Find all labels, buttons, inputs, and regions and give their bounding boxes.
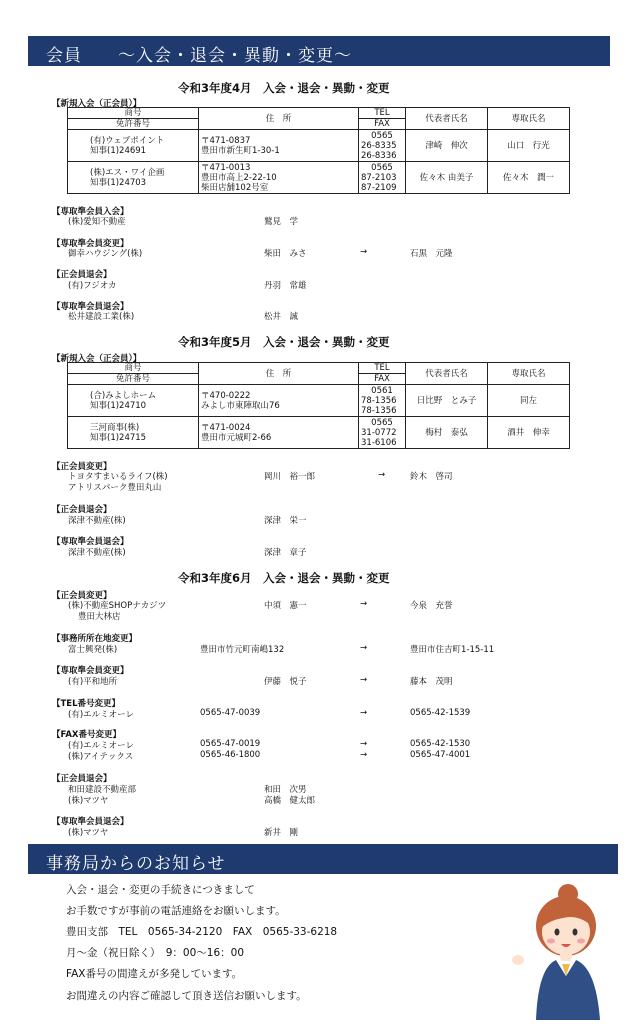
notice-line-1: 入会・退会・変更の手続きにつきまして bbox=[66, 884, 255, 896]
june-full-change-to: 今泉 充誉 bbox=[410, 601, 453, 611]
cheek-left bbox=[547, 939, 555, 944]
notice-line-3: 豊田支部 TEL 0565-34-2120 FAX 0565-33-6218 bbox=[66, 926, 338, 938]
arrow: → bbox=[378, 470, 386, 480]
may-full-change-label: 【正会員変更】 bbox=[52, 462, 112, 472]
may-full-change-to: 鈴木 啓司 bbox=[410, 472, 453, 482]
postal-code: 〒471-0013 bbox=[201, 162, 251, 173]
june-office-to: 豊田市住吉町1-15-11 bbox=[410, 645, 495, 655]
june-full-leave-company1: 和田建設不動産部 bbox=[68, 785, 137, 795]
april-title: 令和3年度4月 入会・退会・異動・変更 bbox=[178, 81, 390, 95]
rep-name: 津崎 伸次 bbox=[406, 130, 488, 162]
trade-name: (合)みよしホーム bbox=[90, 390, 157, 401]
april-full-leave-company: (有)フジオカ bbox=[68, 281, 117, 291]
may-new-label: 【新規入会（正会員）】 bbox=[52, 354, 142, 364]
june-fax-from1: 0565-47-0019 bbox=[200, 739, 261, 749]
header-chief: 専取氏名 bbox=[488, 363, 570, 385]
april-assoc-leave-person: 松井 誠 bbox=[264, 312, 299, 322]
june-title: 令和3年度6月 入会・退会・異動・変更 bbox=[178, 571, 390, 585]
postal-code: 〒470-0222 bbox=[201, 390, 251, 401]
april-registration-table bbox=[67, 107, 570, 194]
may-full-leave-person: 深津 栄一 bbox=[264, 516, 307, 526]
may-assoc-leave-person: 深津 章子 bbox=[264, 548, 307, 558]
may-full-leave-label: 【正会員退会】 bbox=[52, 505, 112, 515]
notice-banner bbox=[28, 844, 618, 874]
june-full-leave-person2: 高橋 健太郎 bbox=[264, 796, 316, 806]
trade-name: 三河商事(株) bbox=[90, 422, 140, 433]
fax-number: 87-2109 bbox=[361, 182, 397, 193]
address: 豊田市元城町2-66 bbox=[201, 432, 272, 443]
table-row bbox=[68, 162, 570, 194]
header-license: 免許番号 bbox=[68, 119, 199, 130]
chief-name: 山口 行光 bbox=[488, 130, 570, 162]
header-tel: TEL bbox=[359, 363, 406, 374]
trade-name: (株)エス・ワイ企画 bbox=[90, 167, 165, 178]
arrow: → bbox=[360, 247, 368, 257]
may-assoc-leave-label: 【専取準会員退会】 bbox=[52, 537, 129, 547]
license-no: 知事(1)24703 bbox=[90, 177, 147, 188]
address: 豊田市新生町1-30-1 bbox=[201, 145, 280, 156]
june-assoc-leave-label: 【専取準会員退会】 bbox=[52, 817, 129, 827]
tel-number: 87-2103 bbox=[361, 172, 397, 183]
april-assoc-change-label: 【専取準会員変更】 bbox=[52, 239, 129, 249]
june-full-change-from: 中須 憲一 bbox=[264, 601, 307, 611]
may-full-change-company1: トヨタすまいるライフ(株) bbox=[68, 472, 168, 482]
header-rep: 代表者氏名 bbox=[406, 363, 488, 385]
june-fax-from2: 0565-46-1800 bbox=[200, 750, 261, 760]
header-address: 住 所 bbox=[199, 363, 359, 385]
april-assoc-change-to: 石黒 元隆 bbox=[410, 249, 453, 259]
arrow: → bbox=[360, 708, 368, 718]
june-assoc-leave-person: 新井 剛 bbox=[264, 828, 299, 838]
april-assoc-leave-company: 松井建設工業(株) bbox=[68, 312, 135, 322]
may-full-leave-company: 深津不動産(株) bbox=[68, 516, 126, 526]
april-assoc-join-label: 【専取準会員入会】 bbox=[52, 207, 129, 217]
arrow: → bbox=[360, 675, 368, 685]
fax-number: 26-8336 bbox=[361, 150, 397, 161]
license-no: 知事(1)24715 bbox=[90, 432, 147, 443]
postal-code: 〒471-0837 bbox=[201, 135, 251, 146]
june-tel-label: 【TEL番号変更】 bbox=[52, 699, 121, 709]
june-fax-company1: (有)エルミオーレ bbox=[68, 741, 134, 751]
table-row bbox=[68, 130, 570, 162]
area-code: 0565 bbox=[371, 162, 393, 173]
april-assoc-join-company: (株)愛知不動産 bbox=[68, 217, 126, 227]
june-full-leave-person1: 和田 次男 bbox=[264, 785, 307, 795]
eye-left bbox=[555, 929, 560, 936]
cheek-right bbox=[577, 939, 585, 944]
june-tel-to: 0565-42-1539 bbox=[410, 708, 471, 718]
members-banner-title: 会員 ～入会・退会・異動・変更～ bbox=[46, 46, 352, 66]
may-assoc-leave-company: 深津不動産(株) bbox=[68, 548, 126, 558]
june-tel-from: 0565-47-0039 bbox=[200, 708, 261, 718]
header-trade-name: 商号 bbox=[68, 108, 199, 119]
june-full-leave-label: 【正会員退会】 bbox=[52, 774, 112, 784]
arrow: → bbox=[360, 599, 368, 609]
license-no: 知事(1)24691 bbox=[90, 145, 147, 156]
arrow: → bbox=[360, 750, 368, 760]
notice-line-2: お手数ですが事前の電話連絡をお願いします。 bbox=[66, 905, 286, 917]
june-assoc-change-label: 【専取準会員変更】 bbox=[52, 666, 129, 676]
header-tel: TEL bbox=[359, 108, 406, 119]
header-license: 免許番号 bbox=[68, 374, 199, 385]
header-rep: 代表者氏名 bbox=[406, 108, 488, 130]
april-assoc-join-person: 鷲見 学 bbox=[264, 217, 299, 227]
area-code: 0565 bbox=[371, 417, 393, 428]
header-fax: FAX bbox=[359, 374, 406, 385]
members-banner bbox=[28, 36, 610, 66]
april-assoc-change-company: 御幸ハウジング(株) bbox=[68, 249, 143, 259]
table-row bbox=[68, 417, 570, 449]
staff-woman-illustration bbox=[508, 880, 618, 1020]
license-no: 知事(1)24710 bbox=[90, 400, 147, 411]
june-assoc-leave-company: (株)マツヤ bbox=[68, 828, 109, 838]
notice-banner-title: 事務局からのお知らせ bbox=[46, 854, 226, 874]
may-registration-table bbox=[67, 362, 570, 449]
header-address: 住 所 bbox=[199, 108, 359, 130]
june-full-change-company2: 豊田大林店 bbox=[78, 612, 121, 622]
area-code: 0565 bbox=[371, 130, 393, 141]
april-assoc-leave-label: 【専取準会員退会】 bbox=[52, 302, 129, 312]
address-extra: 柴田店舗102号室 bbox=[201, 182, 269, 193]
june-office-company: 富士興発(株) bbox=[68, 645, 118, 655]
address: みよし市東陣取山76 bbox=[201, 400, 280, 411]
june-assoc-change-from: 伊藤 悦子 bbox=[264, 677, 307, 687]
header-fax: FAX bbox=[359, 119, 406, 130]
arrow: → bbox=[360, 643, 368, 653]
june-fax-label: 【FAX番号変更】 bbox=[52, 730, 121, 740]
june-fax-to2: 0565-47-4001 bbox=[410, 750, 471, 760]
arrow: → bbox=[360, 739, 368, 749]
may-full-change-from: 岡川 裕一郎 bbox=[264, 472, 316, 482]
hand bbox=[512, 955, 524, 965]
june-fax-to1: 0565-42-1530 bbox=[410, 739, 471, 749]
april-assoc-change-from: 柴田 みさ bbox=[264, 249, 307, 259]
notice-line-4: 月～金（祝日除く） 9：00～16：00 bbox=[66, 947, 245, 959]
fax-number: 31-6106 bbox=[361, 437, 397, 448]
rep-name: 梅村 泰弘 bbox=[406, 417, 488, 449]
april-full-leave-person: 丹羽 常雄 bbox=[264, 281, 307, 291]
arm bbox=[520, 964, 538, 980]
june-assoc-change-company: (有)平和地所 bbox=[68, 677, 118, 687]
may-full-change-company2: アトリスパーク豊田丸山 bbox=[68, 483, 162, 493]
april-full-leave-label: 【正会員退会】 bbox=[52, 270, 112, 280]
june-full-change-label: 【正会員変更】 bbox=[52, 591, 112, 601]
june-full-change-company1: (株)不動産SHOPナカジツ bbox=[68, 601, 167, 611]
june-tel-company: (有)エルミオーレ bbox=[68, 710, 134, 720]
neck bbox=[560, 953, 572, 961]
notice-line-6: お間違えの内容ご確認して頂き送信お願いします。 bbox=[66, 990, 307, 1002]
tel-number: 31-0772 bbox=[361, 427, 397, 438]
april-new-label: 【新規入会（正会員）】 bbox=[52, 99, 142, 109]
chief-name: 佐々木 潤一 bbox=[488, 162, 570, 194]
header-chief: 専取氏名 bbox=[488, 108, 570, 130]
postal-code: 〒471-0024 bbox=[201, 422, 251, 433]
fax-number: 78-1356 bbox=[361, 405, 397, 416]
tel-number: 78-1356 bbox=[361, 395, 397, 406]
chief-name: 酒井 伸幸 bbox=[488, 417, 570, 449]
rep-name: 日比野 とみ子 bbox=[406, 385, 488, 417]
rep-name: 佐々木 由美子 bbox=[406, 162, 488, 194]
june-assoc-change-to: 藤本 茂明 bbox=[410, 677, 453, 687]
address: 豊田市高上2-22-10 bbox=[201, 172, 277, 183]
table-row bbox=[68, 385, 570, 417]
june-office-label: 【事務所所在地変更】 bbox=[52, 634, 138, 644]
tel-number: 26-8335 bbox=[361, 140, 397, 151]
may-title: 令和3年度5月 入会・退会・異動・変更 bbox=[178, 335, 390, 349]
june-office-from: 豊田市竹元町南嶋132 bbox=[200, 645, 285, 655]
header-trade-name: 商号 bbox=[68, 363, 199, 374]
june-full-leave-company2: (株)マツヤ bbox=[68, 796, 109, 806]
trade-name: (有)ウェブポイント bbox=[90, 135, 165, 146]
area-code: 0561 bbox=[371, 385, 393, 396]
eye-right bbox=[573, 929, 578, 936]
june-fax-company2: (株)アイテックス bbox=[68, 752, 134, 762]
chief-name: 同左 bbox=[488, 385, 570, 417]
notice-line-5: FAX番号の間違えが多発しています。 bbox=[66, 968, 243, 980]
